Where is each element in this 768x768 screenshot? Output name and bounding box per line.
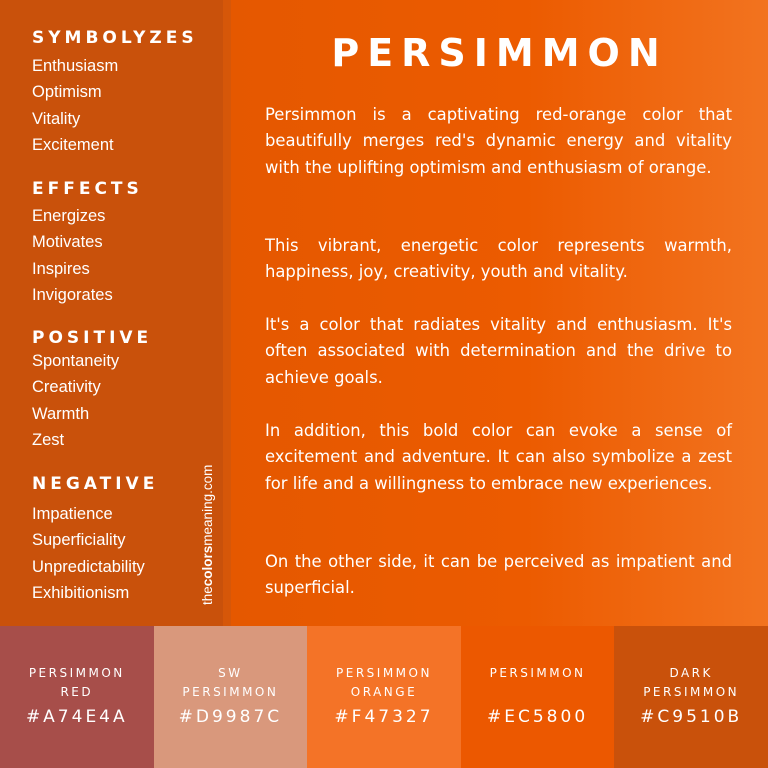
list-item: Spontaneity [32,352,120,370]
swatch-persimmon-red [0,626,154,768]
swatch-name: PERSIMMON ORANGE [336,666,432,699]
list-item: Excitement [32,135,114,154]
site-url-bold: colors [200,545,215,587]
list-item: Energizes [32,207,106,225]
swatch-name: PERSIMMON RED [28,666,125,699]
paragraph: In addition, this bold color can evoke a sense of excitement and adventure. It can also symbolize a zest for life and a willingness to embrace new experiences. [265,421,732,493]
column-divider [223,0,231,626]
negative-heading: NEGATIVE [32,474,159,494]
swatch-hex: #EC5800 [487,707,589,727]
site-url [199,465,217,605]
negative-list [32,501,145,606]
symbolyzes-heading: SYMBOLYZES [32,28,198,48]
list-item: Inspires [32,259,90,278]
effects-heading: EFFECTS [32,179,143,199]
list-item: Vitality [32,109,81,128]
list-item: Unpredictability [32,557,145,576]
main-panel [231,0,768,626]
swatch-persimmon-orange [307,626,461,768]
list-item: Invigorates [32,285,113,304]
list-item: Motivates [32,233,103,252]
swatch-dark-persimmon [614,626,768,768]
list-item: Exhibitionism [32,583,130,602]
positive-heading: POSITIVE [32,328,153,348]
list-item: Impatience [32,505,113,523]
swatch-hex: #D9987C [178,707,283,727]
page-title: PERSIMMON [331,31,668,75]
swatch-hex: #F47327 [334,707,434,727]
color-swatches [0,626,768,768]
paragraph: On the other side, it can be perceived as impatient and superficial. [265,552,732,598]
list-item: Superficiality [32,531,126,550]
swatch-name: DARK PERSIMMON [643,666,740,699]
site-url-suffix: meaning.com [200,464,215,546]
list-item: Warmth [32,404,90,423]
list-item: Creativity [32,378,101,397]
paragraph: Persimmon is a captivating red-orange color that beautifully merges red's dynamic energy and vitality with the uplifting optimism and enthusiasm of orange. [265,105,732,177]
swatch-hex: #C9510B [640,707,743,727]
swatch-persimmon [461,626,615,768]
list-item: Enthusiasm [32,57,119,75]
swatch-sw-persimmon [154,626,308,768]
effects-list [32,203,113,308]
swatch-name: PERSIMMON [489,666,586,680]
symbolyzes-list [32,53,118,158]
list-item: Optimism [32,83,102,102]
paragraph: It's a color that radiates vitality and enthusiasm. It's often associated with determination and the drive to achieve goals. [265,315,732,387]
list-item: Zest [32,430,65,449]
positive-list [32,348,119,453]
site-url-prefix: the [200,586,215,605]
sidebar [0,0,223,626]
swatch-name: SW PERSIMMON [182,666,279,699]
swatch-hex: #A74E4A [25,707,128,727]
paragraph: This vibrant, energetic color represents warmth, happiness, joy, creativity, youth and vitality. [265,236,732,282]
